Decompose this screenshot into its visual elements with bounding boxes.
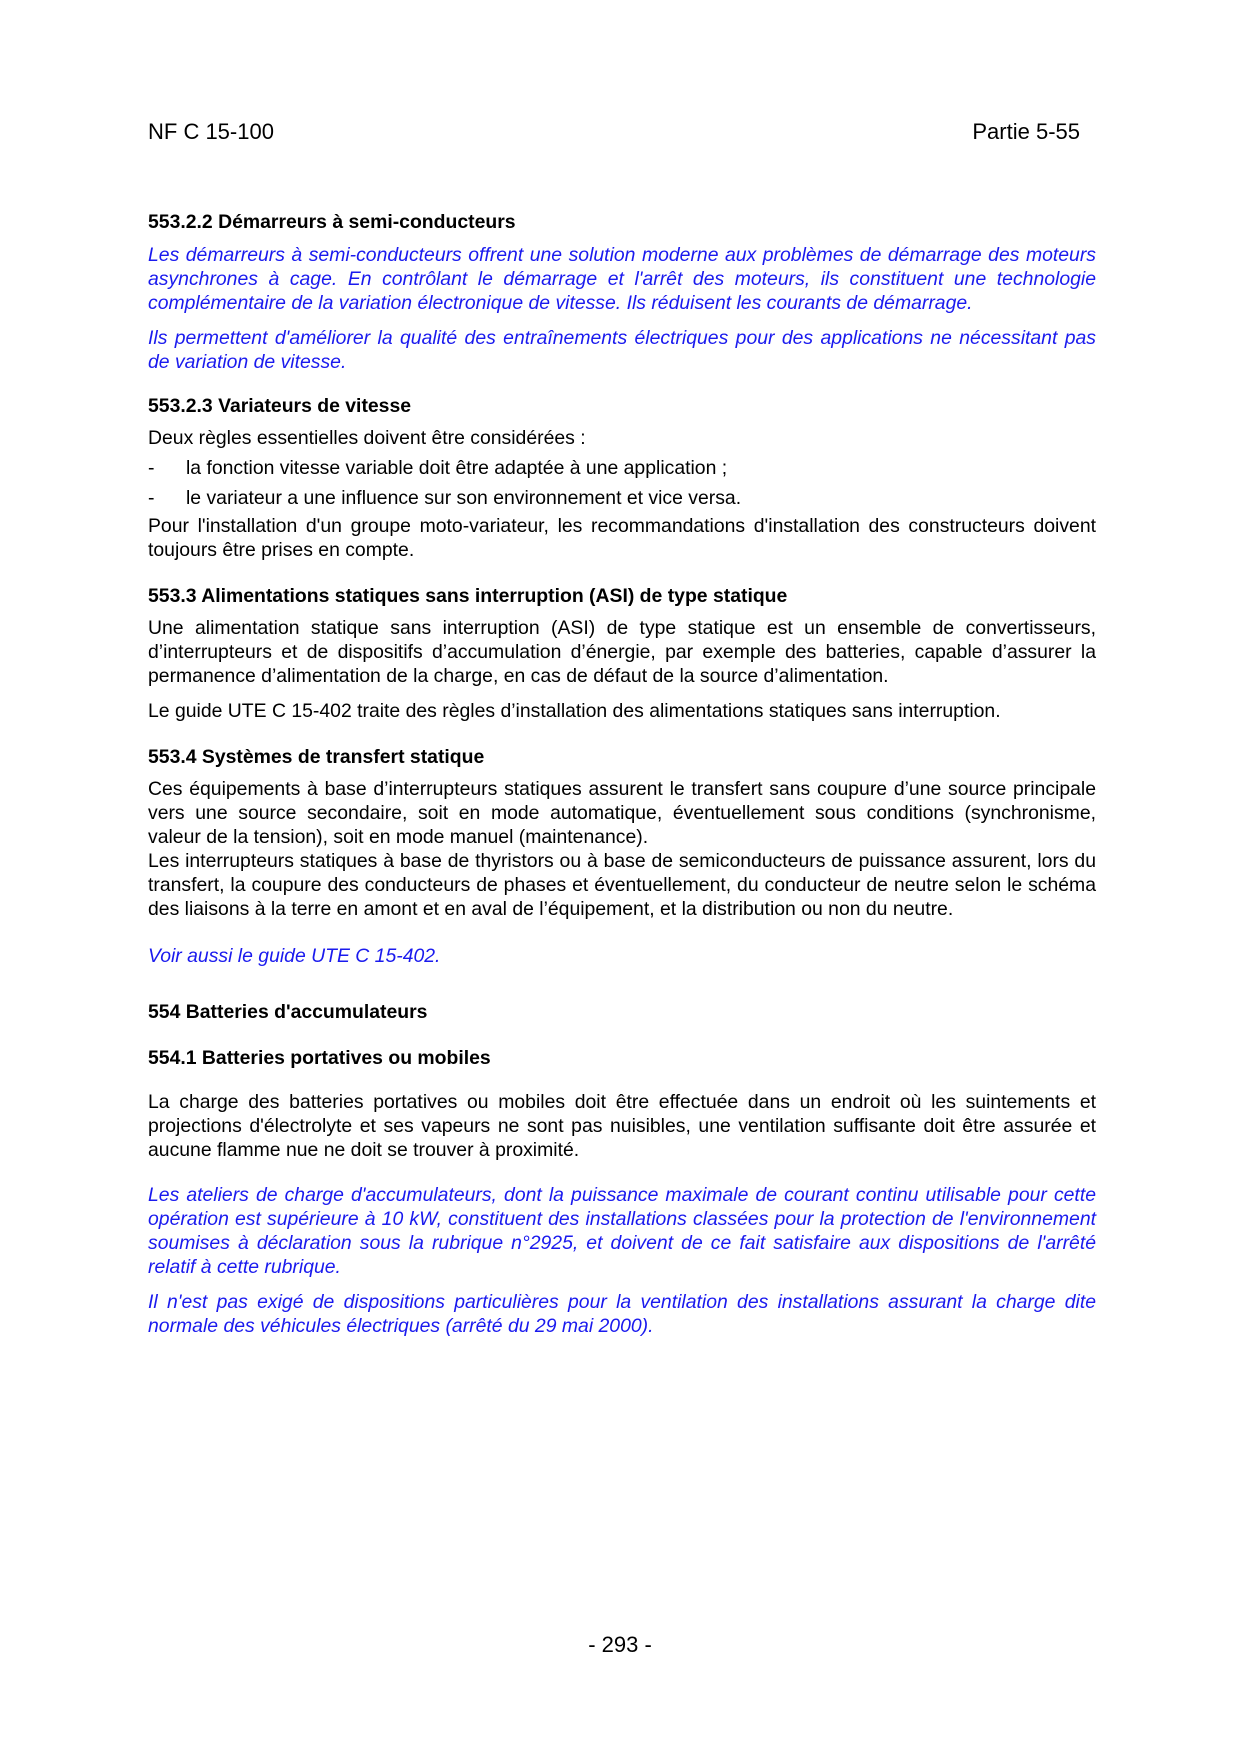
heading-554: 554 Batteries d'accumulateurs xyxy=(148,1001,428,1023)
paragraph-see-also-guide: Voir aussi le guide UTE C 15-402. xyxy=(148,945,441,967)
dash-bullet: - xyxy=(148,487,155,509)
rules-list xyxy=(148,456,1096,510)
paragraph-semiconductor-applications: Ils permettent d'améliorer la qualité des entraînements électriques pour des applications ne nécessitant pas de variation de vitesse. xyxy=(148,327,1096,373)
heading-553-2-2: 553.2.2 Démarreurs à semi-conducteurs xyxy=(148,211,516,233)
list-item-text: le variateur a une influence sur son environnement et vice versa. xyxy=(186,487,742,509)
paragraph-charging-workshops: Les ateliers de charge d'accumulateurs, dont la puissance maximale de courant continu utilisable pour cette opération est supérieure à 10 kW, constituent des installations classées pour la protection de l'environnement soumises à déclaration sous la rubrique n°2925, et doivent de ce fait satisfaire aux dispositions de l'arrêté relatif à cette rubrique. xyxy=(148,1184,1096,1278)
paragraph-speed-drives-intro: Deux règles essentielles doivent être considérées : xyxy=(148,427,586,449)
paragraph-semiconductor-starters: Les démarreurs à semi-conducteurs offrent une solution moderne aux problèmes de démarrage des moteurs asynchrones à cage. En contrôlant le démarrage et l'arrêt des moteurs, ils constituent une technologie complémentaire de la variation électronique de vitesse. Ils réduisent les courants de démarrage. xyxy=(148,244,1096,314)
heading-553-4: 553.4 Systèmes de transfert statique xyxy=(148,746,485,768)
heading-554-1: 554.1 Batteries portatives ou mobiles xyxy=(148,1047,491,1069)
list-item-text: la fonction vitesse variable doit être adaptée à une application ; xyxy=(186,457,728,479)
heading-553-3: 553.3 Alimentations statiques sans interruption (ASI) de type statique xyxy=(148,585,788,607)
paragraph-ups-definition: Une alimentation statique sans interruption (ASI) de type statique est un ensemble de convertisseurs, d’interrupteurs et de dispositifs d’accumulation d’énergie, par exemple des batteries, capable d’assurer la permanence d’alimentation de la charge, en cas de défaut de la source d’alimentation. xyxy=(148,617,1096,687)
dash-bullet: - xyxy=(148,457,155,479)
paragraph-moto-variator-install: Pour l'installation d'un groupe moto-variateur, les recommandations d'installation des constructeurs doivent toujours être prises en compte. xyxy=(148,515,1096,561)
paragraph-static-switches: Les interrupteurs statiques à base de thyristors ou à base de semiconducteurs de puissance assurent, lors du transfert, la coupure des conducteurs de phases et éventuellement, du conducteur de neutre selon le schéma des liaisons à la terre en amont et en aval de l’équipement, et la distribution ou non du neutre. xyxy=(148,850,1096,920)
paragraph-battery-charging: La charge des batteries portatives ou mobiles doit être effectuée dans un endroit où les suintements et projections d'électrolyte et ses vapeurs ne sont pas nuisibles, une ventilation suffisante doit être assurée et aucune flamme nue ne doit se trouver à proximité. xyxy=(148,1091,1096,1161)
page-number: - 293 - xyxy=(588,1632,652,1657)
paragraph-transfer-equipment: Ces équipements à base d’interrupteurs statiques assurent le transfert sans coupure d’une source principale vers une source secondaire, soit en mode automatique, éventuellement sous conditions (synchronisme, valeur de la tension), soit en mode manuel (maintenance). xyxy=(148,778,1096,848)
heading-553-2-3: 553.2.3 Variateurs de vitesse xyxy=(148,395,412,417)
paragraph-ev-ventilation: Il n'est pas exigé de dispositions particulières pour la ventilation des installations assurant la charge dite normale des véhicules électriques (arrêté du 29 mai 2000). xyxy=(148,1291,1096,1337)
header-standard-ref: NF C 15-100 xyxy=(148,119,274,144)
list-item xyxy=(148,486,1096,510)
header-part-ref: Partie 5-55 xyxy=(972,119,1080,144)
list-item xyxy=(148,456,1096,480)
paragraph-ups-guide: Le guide UTE C 15-402 traite des règles d’installation des alimentations statiques sans interruption. xyxy=(148,700,1001,722)
document-body xyxy=(148,210,1096,1338)
